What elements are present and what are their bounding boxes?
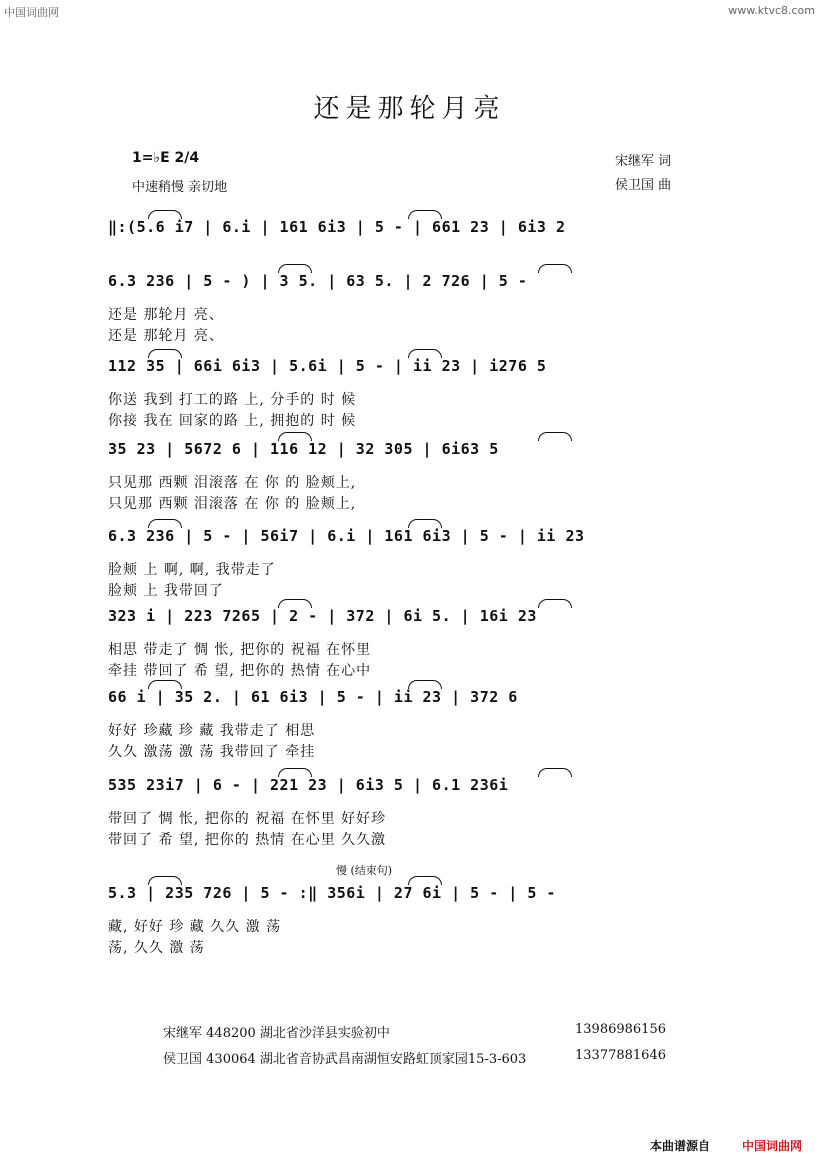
key-signature: 1=♭E 2/4 (132, 150, 200, 166)
watermark-right: www.ktvc8.com (728, 4, 815, 17)
lyric-line: 久久 激荡 激 荡 我带回了 牵挂 (108, 744, 316, 760)
lyricist: 宋继军 词 (615, 154, 672, 169)
lyric-line: 牵挂 带回了 希 望, 把你的 热情 在心中 (108, 663, 372, 679)
notation-line: 66 i | 35 2. | 61 6i3 | 5 - | ii 23 | 372 6 (108, 688, 518, 706)
lyric-line: 还是 那轮月 亮、 (108, 328, 224, 344)
source-site: 中国词曲网 (742, 1139, 803, 1153)
slur-mark (278, 599, 312, 608)
slur-mark (408, 210, 442, 219)
slur-mark (148, 210, 182, 219)
notation-line: 112 35 | 66i 6i3 | 5.6i | 5 - | ii 23 | i276 5 (108, 357, 547, 375)
slur-mark (148, 349, 182, 358)
ending-annotation: 慢 (结束句) (336, 864, 393, 877)
lyric-line: 你接 我在 回家的路 上, 拥抱的 时 候 (108, 413, 357, 429)
source-label: 本曲谱源自 (650, 1139, 711, 1153)
slur-mark (148, 519, 182, 528)
contact-address: 448200 湖北省沙洋县实验初中 (206, 1026, 390, 1041)
slur-mark (278, 264, 312, 273)
contact-row-1 (163, 1048, 526, 1067)
slur-mark (408, 680, 442, 689)
contact-address: 430064 湖北省音协武昌南湖恒安路虹顶家园15-3-603 (206, 1052, 527, 1067)
watermark-left: 中国词曲网 (4, 6, 59, 19)
slur-mark (538, 768, 572, 777)
notation-line: 35 23 | 5672 6 | 116 12 | 32 305 | 6i63 5 (108, 440, 499, 458)
slur-mark (148, 876, 182, 885)
slur-mark (148, 680, 182, 689)
contact-row-0 (163, 1022, 390, 1041)
song-title: 还是那轮月亮 (313, 94, 506, 124)
lyric-line: 只见那 西颗 泪滚落 在 你 的 脸颊上, (108, 496, 357, 512)
contact-phone: 13377881646 (575, 1048, 666, 1063)
slur-mark (408, 519, 442, 528)
contact-name: 侯卫国 (163, 1052, 203, 1067)
composer: 侯卫国 曲 (615, 178, 672, 193)
lyric-line: 好好 珍藏 珍 藏 我带走了 相思 (108, 723, 316, 739)
contact-phone: 13986986156 (575, 1022, 666, 1037)
lyric-line: 还是 那轮月 亮、 (108, 307, 224, 323)
notation-line: 6.3 236 | 5 - | 56i7 | 6.i | 161 6i3 | 5 - | ii 23 (108, 527, 585, 545)
notation-line: 6.3 236 | 5 - ) | 3 5. | 63 5. | 2 726 | 5 - (108, 272, 528, 290)
lyric-line: 相思 带走了 惆 怅, 把你的 祝福 在怀里 (108, 642, 372, 658)
tempo-marking: 中速稍慢 亲切地 (132, 180, 228, 195)
notation-line: 535 23i7 | 6 - | 221 23 | 6i3 5 | 6.1 236i (108, 776, 509, 794)
lyric-line: 荡, 久久 激 荡 (108, 940, 205, 956)
notation-line: 5.3 | 235 726 | 5 - :‖ 356i | 27 6i | 5 - | 5 - (108, 884, 556, 902)
lyric-line: 只见那 西颗 泪滚落 在 你 的 脸颊上, (108, 475, 357, 491)
notation-line: ‖:(5.6 i7 | 6.i | 161 6i3 | 5 - | 661 23 | 6i3 2 (108, 218, 566, 236)
lyric-line: 你送 我到 打工的路 上, 分手的 时 候 (108, 392, 357, 408)
slur-mark (408, 349, 442, 358)
slur-mark (538, 264, 572, 273)
slur-mark (408, 876, 442, 885)
lyric-line: 藏, 好好 珍 藏 久久 激 荡 (108, 919, 282, 935)
lyric-line: 脸颊 上 我带回了 (108, 583, 224, 599)
lyric-line: 带回了 希 望, 把你的 热情 在心里 久久激 (108, 832, 387, 848)
notation-line: 323 i | 223 7265 | 2 - | 372 | 6i 5. | 16i 23 (108, 607, 537, 625)
slur-mark (278, 432, 312, 441)
slur-mark (278, 768, 312, 777)
contact-name: 宋继军 (163, 1026, 203, 1041)
slur-mark (538, 599, 572, 608)
slur-mark (538, 432, 572, 441)
lyric-line: 脸颊 上 啊, 啊, 我带走了 (108, 562, 276, 578)
lyric-line: 带回了 惆 怅, 把你的 祝福 在怀里 好好珍 (108, 811, 387, 827)
